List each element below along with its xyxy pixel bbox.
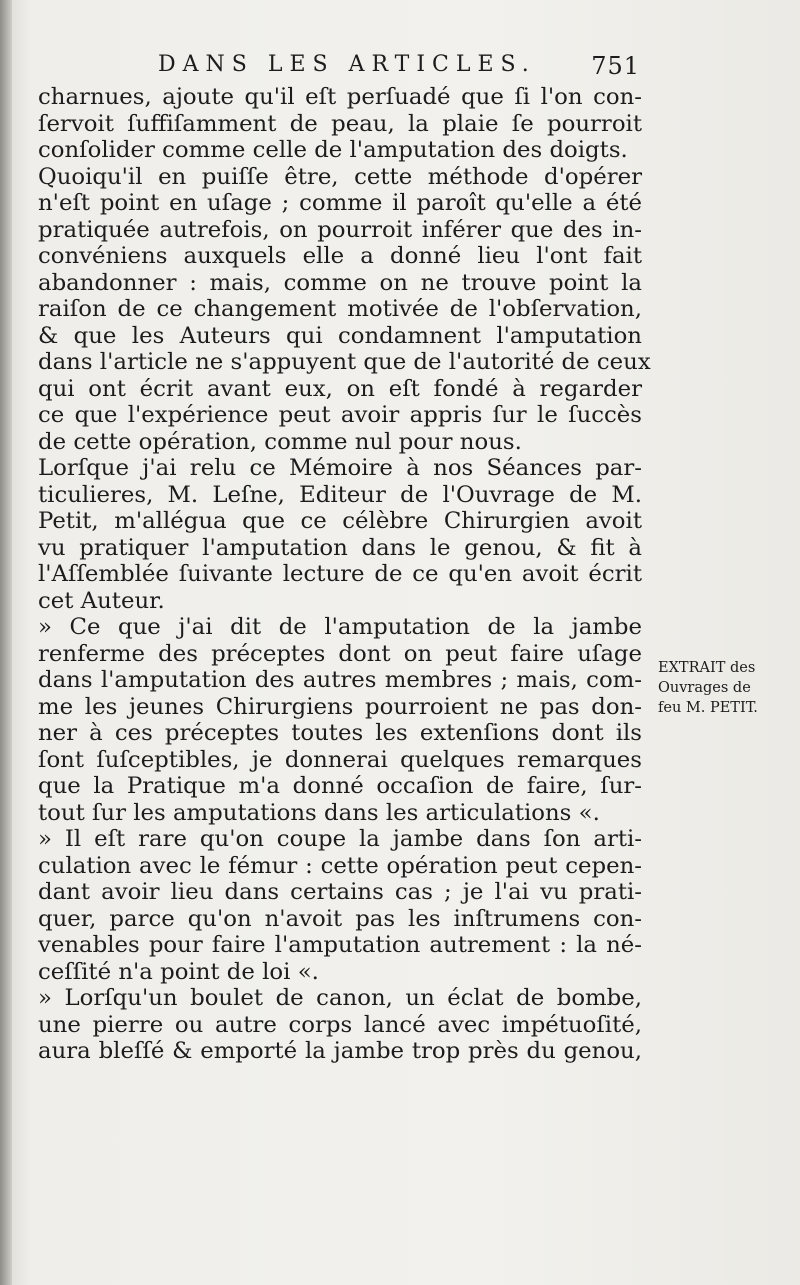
text-line: Quoiqu'il en puiſſe être, cette méthode d'opérer: [38, 163, 642, 190]
text-line: raiſon de ce changement motivée de l'obſervation,: [38, 296, 642, 322]
text-line: que la Pratique m'a donné occaſion de faire, ſur-: [38, 773, 642, 799]
text-line: & que les Auteurs qui condamnent l'amputation: [38, 322, 642, 349]
margin-note-line: feu M. PETIT.: [658, 700, 758, 716]
text-line: culation avec le fémur : cette opération peut cepen-: [38, 852, 642, 879]
page-header: [38, 52, 638, 88]
text-line: dans l'article ne s'appuyent que de l'autorité de ceux: [38, 349, 651, 375]
text-line: ſont ſuſceptibles, je donnerai quelques remarques: [38, 746, 642, 773]
text-line: dant avoir lieu dans certains cas ; je l'ai vu prati-: [38, 879, 642, 905]
margin-note: [658, 658, 798, 718]
body-text: [38, 84, 651, 1065]
text-line: cet Auteur.: [38, 587, 165, 614]
text-line: n'eſt point en uſage ; comme il paroît qu'elle a été: [38, 190, 642, 216]
text-line: venables pour faire l'amputation autrement : la né-: [38, 932, 642, 958]
margin-note-line: Ouvrages de: [658, 680, 751, 696]
text-line: Lorſque j'ai relu ce Mémoire à nos Séances par-: [38, 455, 642, 481]
text-line: dans l'amputation des autres membres ; mais, com-: [38, 667, 642, 693]
text-line: charnues, ajoute qu'il eſt perſuadé que ſi l'on con-: [38, 84, 642, 110]
text-line: ner à ces préceptes toutes les extenſions dont ils: [38, 720, 642, 746]
text-line: l'Aſſemblée ſuivante lecture de ce qu'en avoit écrit: [38, 561, 642, 587]
text-line: une pierre ou autre corps lancé avec impétuoſité,: [38, 1011, 642, 1038]
text-line: pratiquée autrefois, on pourroit inférer que des in-: [38, 216, 642, 243]
text-line: qui ont écrit avant eux, on eſt fondé à regarder: [38, 375, 642, 402]
text-line: tout ſur les amputations dans les articulations «.: [38, 799, 600, 826]
page-number: 751: [591, 52, 640, 80]
text-line: convéniens auxquels elle a donné lieu l'ont fait: [38, 243, 642, 269]
text-line: » Il eſt rare qu'on coupe la jambe dans ſon arti-: [38, 826, 642, 852]
text-line: ticulieres, M. Leſne, Editeur de l'Ouvrage de M.: [38, 481, 642, 508]
text-line: conſolider comme celle de l'amputation des doigts.: [38, 137, 628, 163]
text-line: me les jeunes Chirurgiens pourroient ne pas don-: [38, 693, 642, 720]
text-line: aura bleſſé & emporté la jambe trop près du genou,: [38, 1038, 642, 1064]
text-line: de cette opération, comme nul pour nous.: [38, 428, 522, 455]
text-line: » Lorſqu'un boulet de canon, un éclat de bombe,: [38, 985, 642, 1011]
text-line: abandonner : mais, comme on ne trouve point la: [38, 269, 642, 296]
text-line: Petit, m'allégua que ce célèbre Chirurgien avoit: [38, 508, 642, 534]
text-line: ſervoit ſuffiſamment de peau, la plaie ſe pourroit: [38, 110, 642, 137]
text-line: ce que l'expérience peut avoir appris ſur le ſuccès: [38, 402, 642, 428]
text-line: » Ce que j'ai dit de l'amputation de la jambe: [38, 614, 642, 640]
text-line: quer, parce qu'on n'avoit pas les inſtrumens con-: [38, 905, 642, 932]
running-head: DANS LES ARTICLES.: [158, 52, 536, 77]
text-line: renferme des préceptes dont on peut faire uſage: [38, 640, 642, 667]
margin-note-line: EXTRAIT des: [658, 660, 756, 676]
text-line: ceſſité n'a point de loi «.: [38, 958, 319, 985]
text-line: vu pratiquer l'amputation dans le genou, & fit à: [38, 534, 642, 561]
